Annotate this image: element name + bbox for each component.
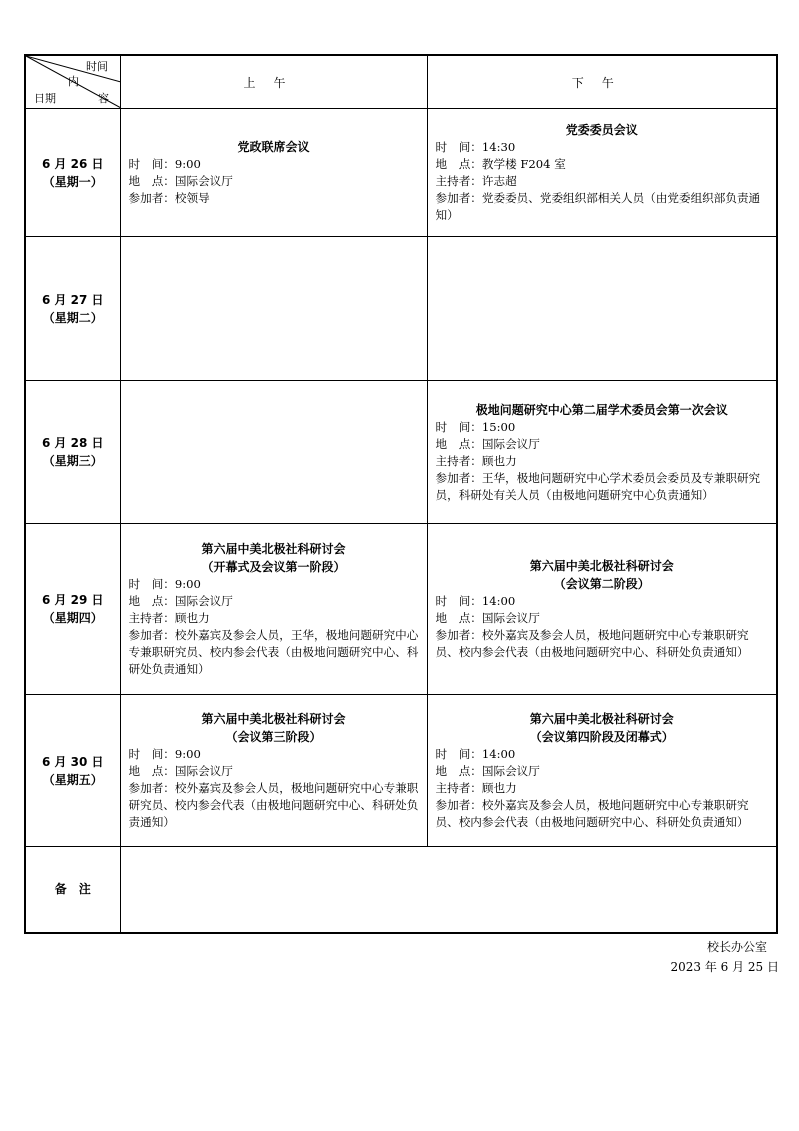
event-line: 时 间：9:00 — [128, 747, 201, 761]
morning-cell — [120, 109, 427, 237]
event-line: 参加者：党委委员、党委组织部相关人员（由党委组织部负责通知） — [435, 191, 761, 222]
remarks-label: 备 注 — [25, 847, 120, 933]
issue-date: 2023 年 6 月 25 日 — [670, 960, 779, 974]
event-line: 参加者：校外嘉宾及参会人员，极地问题研究中心专兼职研究员、校内参会代表（由极地问题研究中心、科研处负责通知） — [128, 781, 419, 829]
table-row — [25, 695, 777, 847]
weekday-text: （星期五） — [42, 772, 103, 787]
diag-content-label-1: 内 — [68, 75, 79, 88]
date-cell — [25, 109, 120, 237]
event-subtitle: （会议第二阶段） — [553, 577, 650, 591]
afternoon-cell — [427, 109, 777, 237]
header-row — [25, 55, 777, 109]
date-text: 6 月 26 日 — [41, 156, 104, 171]
date-cell — [25, 237, 120, 381]
event-title: 极地问题研究中心第二届学术委员会第一次会议 — [475, 402, 728, 417]
morning-header: 上午 — [120, 55, 427, 109]
event-title: 第六届中美北极社科研讨会 — [201, 542, 346, 556]
event-line: 地 点：国际会议厅 — [128, 174, 233, 188]
diag-content-label-2: 容 — [98, 92, 109, 105]
event-subtitle: （开幕式及会议第一阶段） — [201, 560, 346, 574]
afternoon-cell — [427, 381, 777, 524]
weekday-text: （星期四） — [42, 611, 103, 625]
date-cell — [25, 695, 120, 847]
event-line: 主持者：许志超 — [435, 174, 517, 188]
date-text: 6 月 27 日 — [41, 292, 104, 307]
afternoon-cell — [427, 524, 777, 695]
afternoon-header: 下午 — [427, 55, 777, 109]
event-title: 第六届中美北极社科研讨会 — [529, 712, 674, 726]
event-line: 主持者：顾也力 — [435, 781, 517, 795]
date-text: 6 月 29 日 — [41, 593, 104, 607]
event-line: 参加者：校领导 — [128, 191, 210, 205]
event-line: 地 点：教学楼 F204 室 — [435, 157, 566, 171]
date-text: 6 月 28 日 — [41, 436, 104, 450]
schedule-table — [24, 54, 778, 934]
event-line: 参加者：校外嘉宾及参会人员，极地问题研究中心专兼职研究员、校内参会代表（由极地问题研究中心、科研处负责通知） — [435, 628, 749, 659]
event-line: 参加者：王华，极地问题研究中心学术委员会委员及专兼职研究员，科研处有关人员（由极地问题研究中心负责通知） — [435, 470, 761, 502]
diag-date-label: 日期 — [34, 92, 56, 105]
event-line: 时 间：14:30 — [435, 140, 516, 154]
table-row — [25, 237, 777, 381]
event-line: 主持者：顾也力 — [128, 611, 210, 625]
event-title: 第六届中美北极社科研讨会 — [201, 712, 346, 726]
date-cell — [25, 524, 120, 695]
event-subtitle: （会议第三阶段） — [225, 730, 322, 744]
remarks-cell — [120, 847, 777, 933]
diag-time-label: 时间 — [86, 60, 108, 73]
afternoon-cell — [427, 237, 777, 381]
event-line: 时 间：9:00 — [128, 157, 201, 171]
date-cell — [25, 381, 120, 524]
date-text: 6 月 30 日 — [41, 754, 104, 769]
table-row — [25, 381, 777, 524]
issuing-office: 校长办公室 — [706, 940, 767, 954]
morning-cell — [120, 237, 427, 381]
event-line: 时 间：14:00 — [435, 594, 516, 608]
weekday-text: （星期二） — [42, 310, 103, 325]
table-row — [25, 524, 777, 695]
event-line: 时 间：15:00 — [435, 419, 516, 434]
diagonal-header-cell — [25, 55, 120, 109]
event-line: 时 间：9:00 — [128, 577, 201, 591]
event-line: 地 点：国际会议厅 — [435, 764, 540, 778]
remarks-row — [25, 847, 777, 933]
event-title: 党委委员会议 — [565, 123, 638, 137]
table-row — [25, 109, 777, 237]
event-line: 参加者：校外嘉宾及参会人员，极地问题研究中心专兼职研究员、校内参会代表（由极地问题研究中心、科研处负责通知） — [435, 798, 749, 829]
morning-cell — [120, 381, 427, 524]
event-line: 地 点：国际会议厅 — [435, 436, 540, 451]
event-line: 地 点：国际会议厅 — [128, 594, 233, 608]
event-subtitle: （会议第四阶段及闭幕式） — [529, 730, 674, 744]
weekday-text: （星期三） — [42, 454, 103, 468]
event-line: 主持者：顾也力 — [435, 453, 517, 468]
event-line: 地 点：国际会议厅 — [435, 611, 540, 625]
morning-cell — [120, 695, 427, 847]
morning-cell — [120, 524, 427, 695]
event-title: 第六届中美北极社科研讨会 — [529, 559, 674, 573]
event-line: 参加者：校外嘉宾及参会人员，王华，极地问题研究中心专兼职研究员、校内参会代表（由极地问题研究中心、科研处负责通知） — [128, 628, 419, 676]
weekday-text: （星期一） — [42, 174, 103, 189]
event-line: 地 点：国际会议厅 — [128, 764, 233, 778]
event-line: 时 间：14:00 — [435, 747, 516, 761]
afternoon-cell — [427, 695, 777, 847]
event-title: 党政联席会议 — [237, 140, 310, 154]
